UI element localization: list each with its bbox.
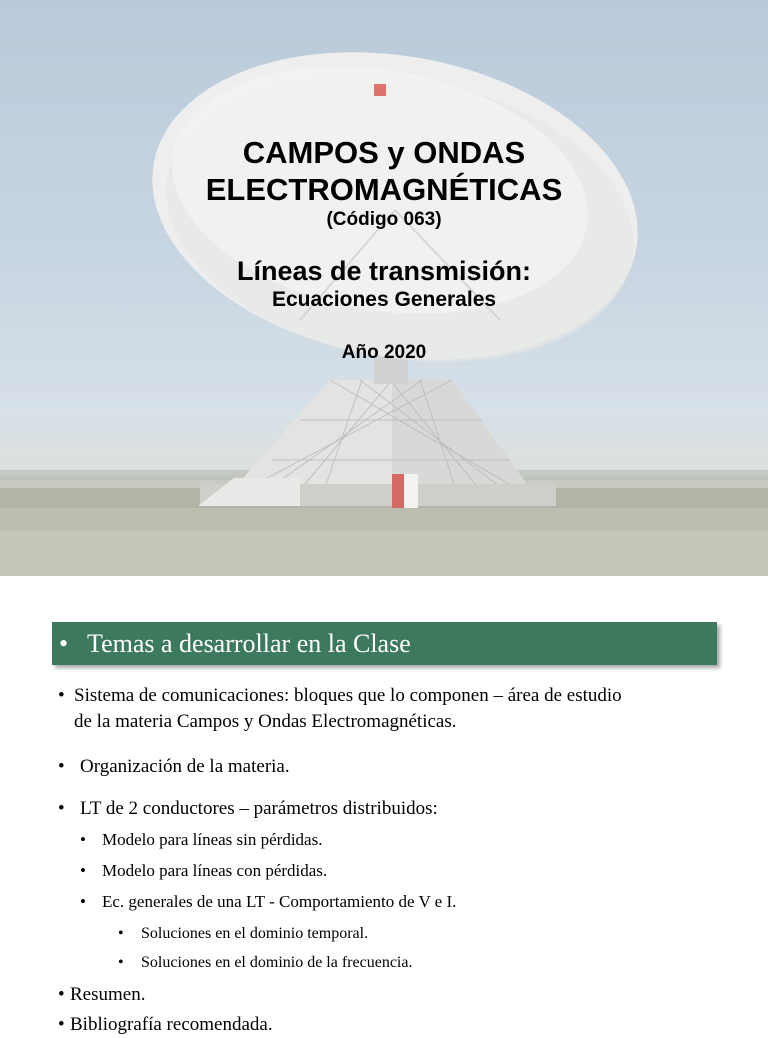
list-item-continuation — [74, 709, 457, 735]
bullet: • — [80, 861, 86, 880]
bullet: • — [58, 1014, 65, 1035]
bullet: • — [118, 925, 124, 942]
course-code: (Código 063) — [326, 209, 442, 230]
title-line-2: ELECTROMAGNÉTICAS — [205, 172, 563, 207]
item-text-line-2: de la materia Campos y Ondas Electromagnéticas. — [74, 711, 457, 732]
bullet: • — [58, 798, 65, 819]
item-text: Modelo para líneas sin pérdidas. — [102, 830, 323, 849]
subtitle: Líneas de transmisión: — [236, 256, 532, 286]
contents-slide — [0, 576, 768, 1035]
bullet: • — [118, 954, 124, 971]
bullet: • — [80, 830, 86, 849]
banner-bullet: • — [59, 629, 69, 658]
subtitle-2: Ecuaciones Generales — [271, 288, 497, 311]
bullet: • — [80, 892, 86, 911]
item-text: Soluciones en el dominio temporal. — [141, 925, 369, 942]
item-text-line-1: Sistema de comunicaciones: bloques que lo componen – área de estudio — [74, 685, 622, 706]
bullet: • — [58, 685, 65, 706]
item-text: Bibliografía recomendada. — [70, 1014, 273, 1035]
topics-banner — [52, 622, 717, 665]
item-text: Modelo para líneas con pérdidas. — [102, 861, 328, 880]
item-text: Organización de la materia. — [80, 756, 290, 777]
title-line-1: CAMPOS y ONDAS — [242, 135, 526, 170]
item-text: Ec. generales de una LT - Comportamiento de V e I. — [102, 892, 457, 911]
bullet: • — [58, 984, 65, 1005]
banner-title: Temas a desarrollar en la Clase — [87, 629, 411, 658]
item-text: Soluciones en el dominio de la frecuencia. — [141, 954, 413, 971]
year: Año 2020 — [341, 342, 427, 363]
item-text: Resumen. — [70, 984, 146, 1005]
item-text: LT de 2 conductores – parámetros distribuidos: — [80, 798, 438, 819]
title-block — [0, 134, 768, 365]
bullet: • — [58, 756, 65, 777]
